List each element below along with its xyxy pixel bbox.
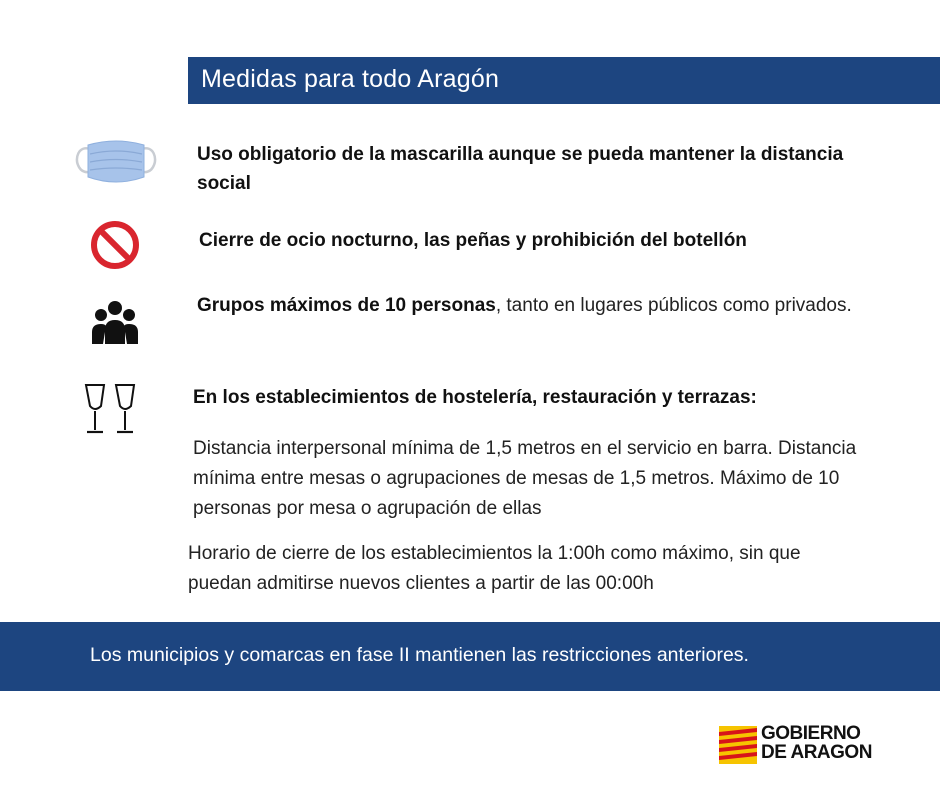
logo-line2: DE ARAGON [761,742,872,763]
item-groups [197,291,867,320]
item-nightlife-text: Cierre de ocio nocturno, las peñas y prohibición del botellón [199,230,747,251]
face-mask-icon [74,137,158,187]
hospitality-hours-paragraph: Horario de cierre de los establecimientos la 1:00h como máximo, sin que puedan admitirse nuevos clientes a partir de las 00:00h [188,543,801,594]
group-people-icon [91,300,139,346]
footer-text: Los municipios y comarcas en fase II mantienen las restricciones anteriores. [90,644,749,666]
item-nightlife [199,226,899,255]
page-title: Medidas para todo Aragón [201,65,500,93]
item-mask-text: Uso obligatorio de la mascarilla aunque se pueda mantener la distancia social [197,144,844,194]
item-hospitality [193,383,893,412]
logo-line1: GOBIERNO [761,723,861,744]
footer-bar [0,622,940,691]
prohibited-icon [89,219,141,271]
logo-text [761,724,872,762]
item-groups-bold: Grupos máximos de 10 personas [197,295,496,316]
header-bar [188,57,940,104]
item-hospitality-text: En los establecimientos de hostelería, restauración y terrazas: [193,387,757,408]
wine-glasses-icon [82,382,138,438]
item-groups-normal: , tanto en lugares públicos como privados. [495,295,852,316]
hospitality-distance-paragraph: Distancia interpersonal mínima de 1,5 metros en el servicio en barra. Distancia mínima entre mesas o agrupaciones de mesas de 1,5 metros. Máximo de 10 personas por mesa o agrupación de ellas [193,438,857,519]
gobierno-aragon-logo [719,724,889,764]
aragon-flag-icon [719,726,757,764]
item-mask [197,140,857,198]
